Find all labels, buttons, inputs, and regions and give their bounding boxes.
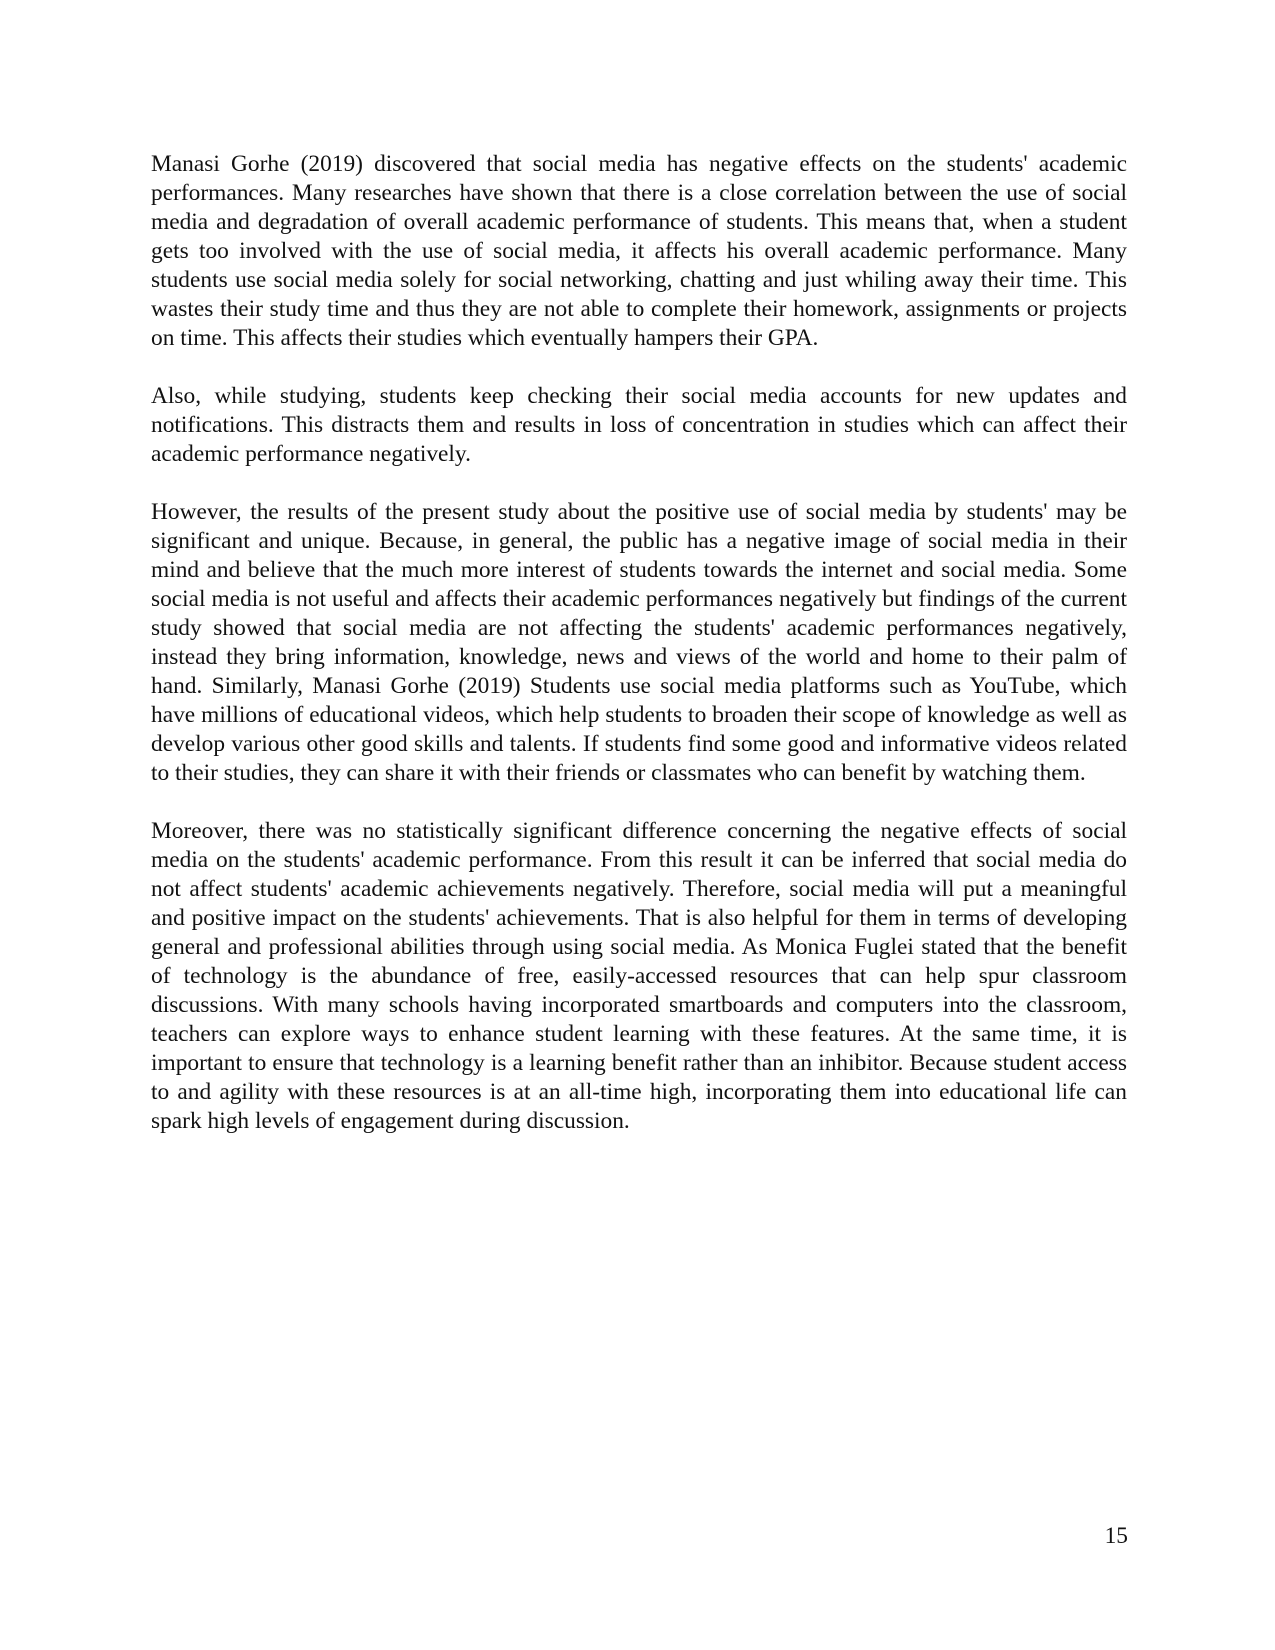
paragraph-3: However, the results of the present study about the positive use of social media by students' may be significant and unique. Because, in general, the public has a negative image of social media in their mind and believe that the much more interest of students towards the internet and social media. Some social media is not useful and affects their academic performances negatively but findings of the current study showed that social media are not affecting the students' academic performances negatively, instead they bring information, knowledge, news and views of the world and home to their palm of hand. Similarly, Manasi Gorhe (2019) Students use social media platforms such as YouTube, which have millions of educational videos, which help students to broaden their scope of knowledge as well as develop various other good skills and talents. If students find some good and informative videos related to their studies, they can share it with their friends or classmates who can benefit by watching them. [151,499,1127,786]
page-number: 15 [1104,1523,1128,1549]
paragraph-1: Manasi Gorhe (2019) discovered that social media has negative effects on the students' academic performances. Many researches have shown that there is a close correlation between the use of social media and degradation of overall academic performance of students. This means that, when a student gets too involved with the use of social media, it affects his overall academic performance. Many students use social media solely for social networking, chatting and just whiling away their time. This wastes their study time and thus they are not able to complete their homework, assignments or projects on time. This affects their studies which eventually hampers their GPA. [151,151,1127,351]
paragraph-4: Moreover, there was no statistically significant difference concerning the negative effects of social media on the students' academic performance. From this result it can be inferred that social media do not affect students' academic achievements negatively. Therefore, social media will put a meaningful and positive impact on the students' achievements. That is also helpful for them in terms of developing general and professional abilities through using social media. As Monica Fuglei stated that the benefit of technology is the abundance of free, easily-accessed resources that can help spur classroom discussions. With many schools having incorporated smartboards and computers into the classroom, teachers can explore ways to enhance student learning with these features. At the same time, it is important to ensure that technology is a learning benefit rather than an inhibitor. Because student access to and agility with these resources is at an all-time high, incorporating them into educational life can spark high levels of engagement during discussion. [151,818,1127,1134]
body-text [151,150,1127,1165]
paragraph-2: Also, while studying, students keep checking their social media accounts for new updates and notifications. This distracts them and results in loss of concentration in studies which can affect their academic performance negatively. [151,383,1127,467]
